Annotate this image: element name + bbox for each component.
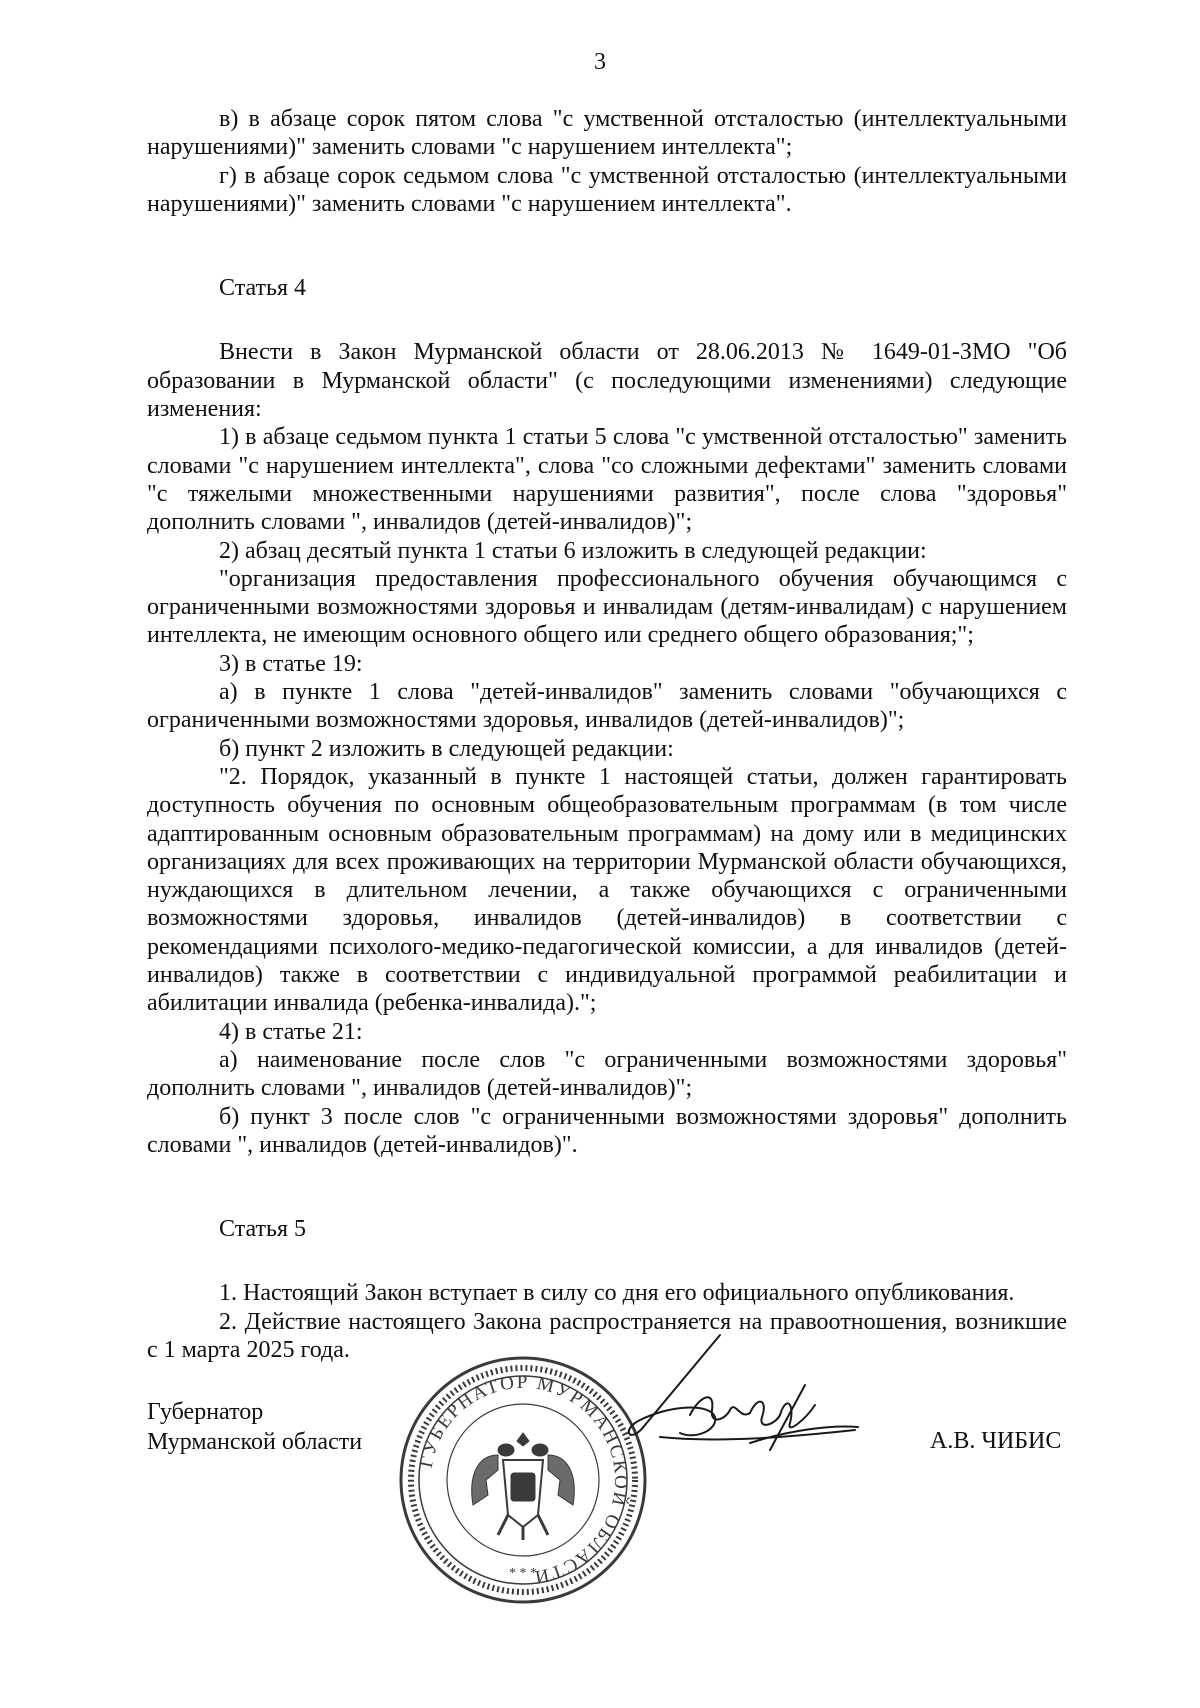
signatory-name: А.В. ЧИБИС	[930, 1428, 1062, 1454]
document-body	[147, 105, 1067, 1364]
paragraph-item-3b-quote: "2. Порядок, указанный в пункте 1 настоящей статьи, должен гарантировать доступность обучения по основным общеобразовательным программам (в том числе адаптированным основным образовательным программам) на дому или в медицинских организациях для всех проживающих на территории Мурманской области обучающихся, нуждающихся в длительном лечении, а также обучающихся с ограниченными возможностями здоровья, инвалидов (детей-инвалидов) в соответствии с рекомендациями психолого-медико-педагогической комиссии, а для инвалидов (детей-инвалидов) также в соответствии с индивидуальной программой реабилитации и абилитации инвалида (ребенка-инвалида).";	[147, 763, 1067, 1017]
paragraph-article-5-item-2: 2. Действие настоящего Закона распространяется на правоотношения, возникшие с 1 марта 2025 года.	[147, 1308, 1067, 1363]
page-number: 3	[594, 49, 606, 75]
paragraph-item-1: 1) в абзаце седьмом пункта 1 статьи 5 слова "с умственной отсталостью" заменить словами "с нарушением интеллекта", слова "со сложными дефектами" заменить словами "с тяжелыми множественными нарушениями развития", после слова "здоровья" дополнить словами ", инвалидов (детей-инвалидов)";	[147, 424, 1067, 536]
paragraph-item-4b: б) пункт 3 после слов "с ограниченными возможностями здоровья" дополнить словами ", инвалидов (детей-инвалидов)".	[147, 1103, 1067, 1158]
paragraph-amendment-v: в) в абзаце сорок пятом слова "с умственной отсталостью (интеллектуальными нарушениями)" заменить словами "с нарушением интеллекта";	[147, 106, 1067, 161]
article-4-heading: Статья 4	[219, 275, 306, 302]
paragraph-item-2: 2) абзац десятый пункта 1 статьи 6 изложить в следующей редакции:	[219, 537, 927, 564]
paragraph-item-2-quote: "организация предоставления профессионального обучения обучающимся с ограниченными возможностями здоровья и инвалидам (детям-инвалидам) с нарушением интеллекта, не имеющим основного общего или среднего общего образования;";	[147, 565, 1067, 649]
paragraph-item-3a: а) в пункте 1 слова "детей-инвалидов" заменить словами "обучающихся с ограниченными возможностями здоровья, инвалидов (детей-инвалидов)";	[147, 679, 1067, 734]
paragraph-amendment-g: г) в абзаце сорок седьмом слова "с умственной отсталостью (интеллектуальными нарушениями)" заменить словами "с нарушением интеллекта".	[147, 162, 1067, 217]
paragraph-article-5-item-1: 1. Настоящий Закон вступает в силу со дня его официального опубликования.	[219, 1280, 1015, 1307]
double-headed-eagle-emblem-icon	[472, 1433, 575, 1540]
seal-text: ГУБЕРНАТОР МУРМАНСКОЙ ОБЛАСТИ	[415, 1371, 632, 1588]
paragraph-item-3: 3) в статье 19:	[219, 650, 363, 677]
paragraph-article-4-intro: Внести в Закон Мурманской области от 28.06.2013 № 1649-01-ЗМО "Об образовании в Мурманской области" (с последующими изменениями) следующие изменения:	[147, 339, 1067, 423]
paragraph-item-4a: а) наименование после слов "с ограниченными возможностями здоровья" дополнить словами ", инвалидов (детей-инвалидов)";	[147, 1046, 1067, 1102]
svg-text:* * *: * * *	[509, 1566, 537, 1581]
handwritten-signature	[600, 1325, 860, 1475]
article-5-heading: Статья 5	[219, 1216, 306, 1243]
paragraph-item-3b: б) пункт 2 изложить в следующей редакции:	[219, 735, 674, 762]
signatory-title-line-1: Губернатор	[147, 1399, 264, 1425]
signatory-title-line-2: Мурманской области	[147, 1429, 363, 1455]
paragraph-item-4: 4) в статье 21:	[219, 1018, 363, 1045]
